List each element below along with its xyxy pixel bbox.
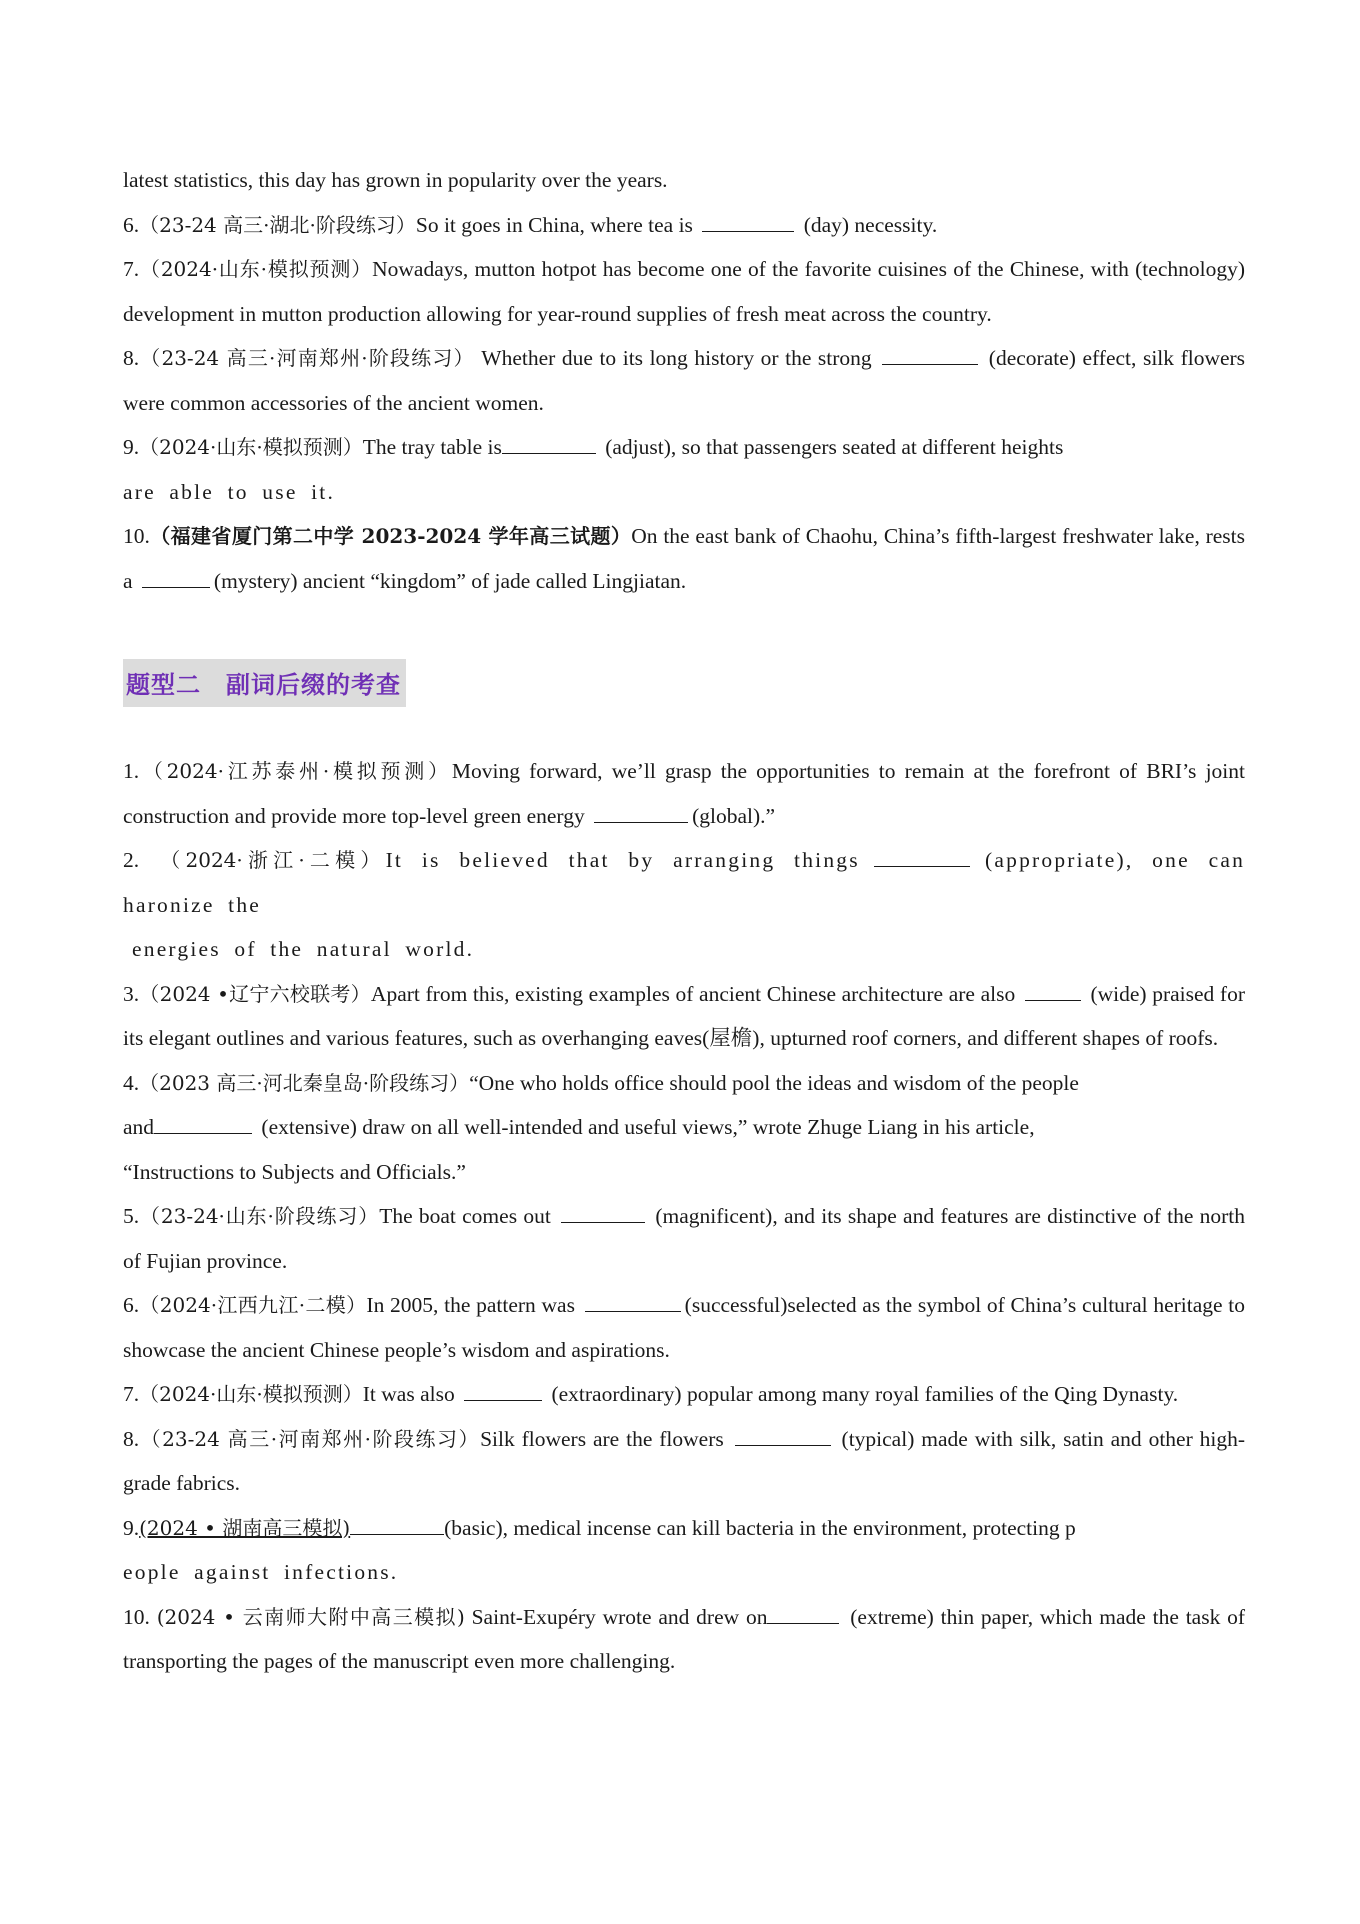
- question-text: Silk flowers are the flowers: [480, 1426, 724, 1451]
- question-number: 4.: [123, 1070, 140, 1095]
- question-text: So it goes in China, where tea is: [415, 212, 693, 237]
- question-source: （23-24·山东·阶段练习）: [139, 1204, 380, 1228]
- question-hint: (decorate) effect,: [988, 346, 1137, 370]
- question-s1-10: [123, 514, 1245, 603]
- section-heading: 题型二 副词后缀的考查: [123, 659, 406, 707]
- question-hint: (successful)selected as the symbol of China’s cultural: [684, 1293, 1148, 1317]
- answer-blank[interactable]: [502, 452, 596, 454]
- question-s2-7: [123, 1372, 1245, 1417]
- question-source: (2024 • 湖南高三模拟): [139, 1515, 351, 1540]
- question-number: 10.: [123, 1604, 150, 1629]
- question-text: Whether due to its long history or the strong: [481, 346, 872, 370]
- question-source: （福建省厦门第二中学 2023-2024 学年高三试题）: [149, 524, 632, 548]
- question-s1-7: [123, 247, 1245, 336]
- question-number: 9.: [123, 1515, 140, 1540]
- question-source: （2024·江西九江·二模）: [139, 1293, 367, 1317]
- question-s2-8: [123, 1417, 1245, 1506]
- answer-blank[interactable]: [464, 1399, 542, 1401]
- question-text: Moving forward, we’ll grasp the opportunities to remain at the forefront of BRI’s joint construction and provide more top-level green energy: [123, 759, 1245, 828]
- question-s1-9: [123, 425, 1245, 514]
- question-number: 3.: [123, 981, 140, 1006]
- question-s2-10: [123, 1595, 1245, 1684]
- answer-blank[interactable]: [594, 821, 688, 823]
- document-page: [123, 158, 1245, 1684]
- question-number: 9.: [123, 435, 140, 459]
- question-s2-5: [123, 1194, 1245, 1283]
- question-text: On the east bank of Chaohu, China’s fifth-largest freshwater lake, rests a: [123, 524, 1245, 593]
- question-hint: (basic), medical incense can kill bacteria in the environment, protecting p: [444, 1515, 1076, 1540]
- question-text: The boat comes out: [379, 1204, 551, 1228]
- question-number: 1.: [123, 759, 140, 783]
- question-text-cont: Dynasty.: [1102, 1382, 1179, 1406]
- question-text-cont: the north of Fujian province.: [123, 1204, 1246, 1273]
- question-s2-9: [123, 1506, 1245, 1595]
- question-hint: (extraordinary) popular among many royal families of the Qing: [551, 1382, 1098, 1406]
- question-text-cont: energies of the natural world.: [132, 937, 475, 961]
- question-source: （23-24 高三·湖北·阶段练习）: [139, 212, 416, 237]
- question-text: In 2005, the pattern was: [366, 1293, 575, 1317]
- question-hint: (global).”: [692, 803, 776, 828]
- answer-blank[interactable]: [561, 1221, 645, 1223]
- question-text: Saint-Exupéry wrote and drew on: [471, 1604, 768, 1629]
- answer-blank[interactable]: [735, 1444, 831, 1446]
- question-hint: (extreme) thin paper, which made: [850, 1604, 1146, 1629]
- question-hint: (wide): [1090, 981, 1147, 1006]
- question-source: （2024·山东·模拟预测）: [139, 1382, 363, 1406]
- question-source: （2024 •辽宁六校联考）: [139, 981, 371, 1006]
- question-hint: (mystery) ancient “kingdom” of jade called Lingjiatan.: [213, 568, 687, 593]
- question-s2-6: [123, 1283, 1245, 1372]
- question-s2-4: [123, 1061, 1245, 1195]
- question-number: 8.: [123, 1426, 140, 1451]
- answer-blank[interactable]: [350, 1533, 444, 1535]
- question-source: （23-24 高三·河南郑州·阶段练习）: [139, 1426, 481, 1451]
- answer-blank[interactable]: [767, 1622, 839, 1624]
- question-number: 2.: [123, 848, 140, 872]
- question-source: （2024·江苏泰州·模拟预测）: [139, 759, 452, 783]
- question-s1-8: [123, 336, 1245, 425]
- question-text-cont: other high-grade fabrics.: [123, 1426, 1246, 1495]
- answer-blank[interactable]: [1025, 999, 1081, 1001]
- answer-blank[interactable]: [874, 865, 970, 867]
- question-text: “One who holds office should pool the ideas and wisdom of the people: [469, 1070, 1079, 1095]
- question-s2-1: [123, 749, 1245, 838]
- question-number: 5.: [123, 1204, 140, 1228]
- section-heading-wrap: [123, 659, 1245, 707]
- question-hint: (magnificent), and its shape and features are distinctive of: [655, 1204, 1161, 1228]
- question-text-cont: praised for its elegant outlines and various features, such as overhanging eaves(屋檐), upturned roof corners, and different shapes of roofs.: [123, 981, 1245, 1050]
- question-text-cont: heritage to showcase the ancient Chinese people’s wisdom and aspirations.: [123, 1293, 1245, 1362]
- answer-blank[interactable]: [882, 363, 978, 365]
- question-source: （2024·山东·模拟预测）: [139, 435, 363, 459]
- question-number: 6.: [123, 1293, 140, 1317]
- question-text-cont: silk flowers were common accessories of the ancient women.: [123, 346, 1246, 415]
- question-hint: (typical) made with silk, satin and: [841, 1426, 1142, 1451]
- question-text-cont: “Instructions to Subjects and Officials.”: [123, 1159, 466, 1184]
- question-hint: (extensive) draw on all well-intended and useful views,” wrote Zhuge Liang in his article,: [261, 1115, 1035, 1139]
- question-text: Apart from this, existing examples of ancient Chinese architecture are also: [370, 981, 1016, 1006]
- answer-blank[interactable]: [154, 1132, 252, 1134]
- carryover-text: latest statistics, this day has grown in popularity over the years.: [123, 168, 668, 192]
- question-source: （2024·山东·模拟预测）: [139, 257, 373, 281]
- question-text: It is believed that by arranging things: [385, 848, 860, 872]
- question-source: （23-24 高三·河南郑州·阶段练习）: [139, 346, 475, 370]
- question-hint: (adjust), so that passengers seated at different heights: [605, 435, 1064, 459]
- question-number: 7.: [123, 1382, 140, 1406]
- question-text-cont: are able to use it.: [123, 479, 336, 504]
- question-source: （2024·浙江·二模）: [160, 848, 386, 872]
- answer-blank[interactable]: [585, 1310, 681, 1312]
- answer-blank[interactable]: [702, 230, 794, 232]
- question-number: 10.: [123, 524, 150, 548]
- question-number: 6.: [123, 212, 140, 237]
- question-text-cont: (technology) development in mutton production allowing for year-round supplies of fresh meat across the country.: [123, 257, 1245, 326]
- question-text: The tray table is: [362, 435, 502, 459]
- question-hint: (appropriate), one can haronize the: [123, 848, 1246, 917]
- question-s1-6: [123, 203, 1245, 248]
- question-source: (2024 • 云南师大附中高三模拟): [156, 1604, 465, 1629]
- question-number: 8.: [123, 346, 140, 370]
- question-s2-3: [123, 972, 1245, 1061]
- question-text-cont: the task of transporting the pages of the manuscript even more challenging.: [123, 1604, 1246, 1673]
- question-text-mid: and: [123, 1115, 155, 1139]
- question-text-cont: eople against infections.: [123, 1560, 399, 1584]
- question-text: It was also: [362, 1382, 455, 1406]
- question-hint: (day) necessity.: [803, 212, 938, 237]
- question-s2-2: [123, 838, 1245, 972]
- answer-blank[interactable]: [142, 586, 210, 588]
- question-number: 7.: [123, 257, 140, 281]
- question-source: （2023 高三·河北秦皇岛·阶段练习）: [139, 1070, 470, 1095]
- question-text: Nowadays, mutton hotpot has become one of the favorite cuisines of the Chinese, with: [372, 257, 1129, 281]
